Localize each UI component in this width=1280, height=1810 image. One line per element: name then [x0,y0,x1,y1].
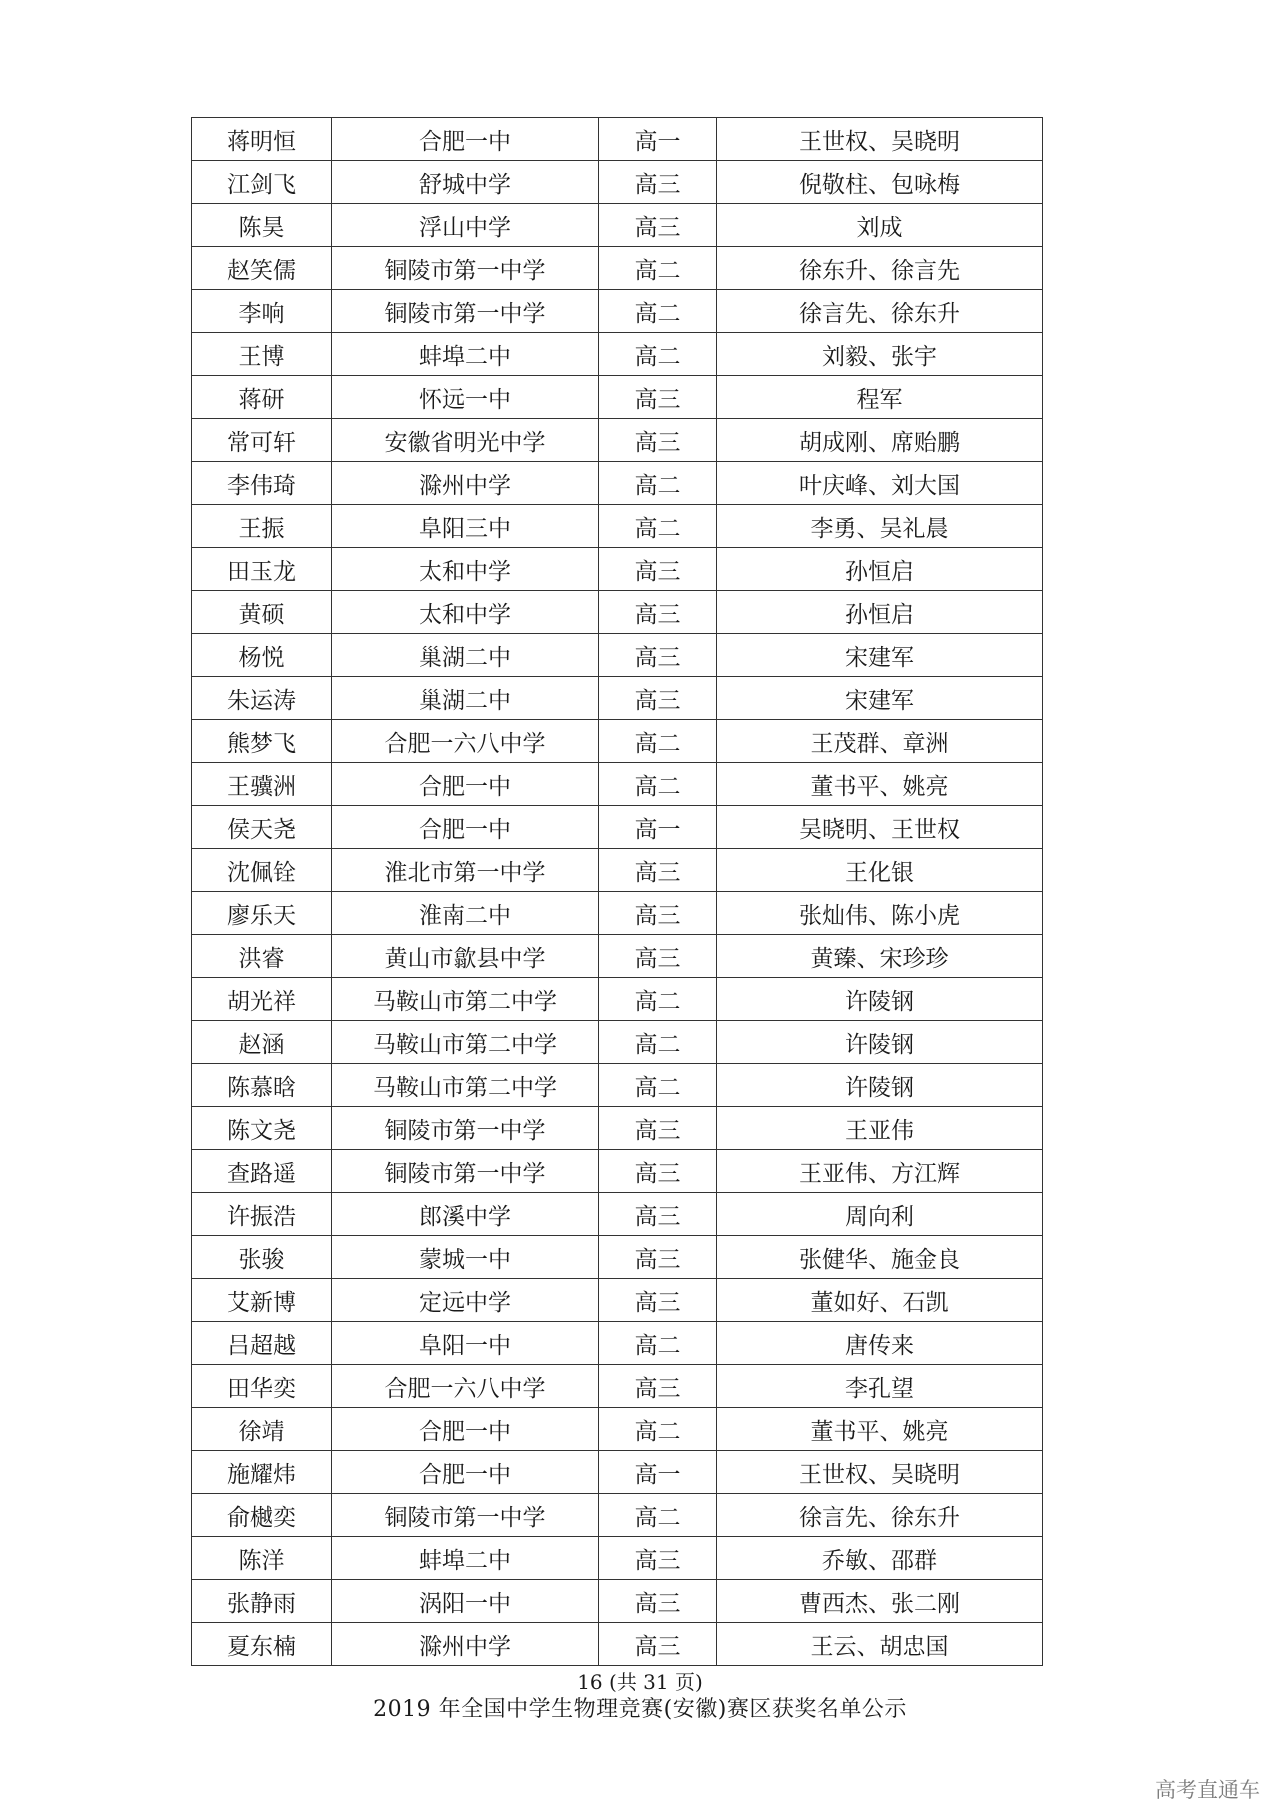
school-cell: 郎溪中学 [332,1193,599,1236]
grade-cell: 高三 [599,1365,717,1408]
grade-cell: 高三 [599,1537,717,1580]
award-list-body [192,118,1043,1666]
student-name-cell: 施耀炜 [192,1451,332,1494]
teacher-cell: 许陵钢 [717,978,1043,1021]
grade-cell: 高三 [599,419,717,462]
student-name-cell: 陈文尧 [192,1107,332,1150]
school-cell: 合肥一中 [332,1408,599,1451]
teacher-cell: 张健华、施金良 [717,1236,1043,1279]
grade-cell: 高二 [599,1064,717,1107]
student-name-cell: 胡光祥 [192,978,332,1021]
teacher-cell: 王世权、吴晓明 [717,118,1043,161]
student-name-cell: 王博 [192,333,332,376]
student-name-cell: 洪睿 [192,935,332,978]
school-cell: 合肥一六八中学 [332,720,599,763]
school-cell: 蒙城一中 [332,1236,599,1279]
student-name-cell: 蒋研 [192,376,332,419]
student-name-cell: 张静雨 [192,1580,332,1623]
table-row [192,806,1043,849]
table-row [192,118,1043,161]
student-name-cell: 许振浩 [192,1193,332,1236]
student-name-cell: 徐靖 [192,1408,332,1451]
student-name-cell: 夏东楠 [192,1623,332,1666]
table-row [192,720,1043,763]
teacher-cell: 李勇、吴礼晨 [717,505,1043,548]
school-cell: 蚌埠二中 [332,1537,599,1580]
school-cell: 合肥一中 [332,806,599,849]
grade-cell: 高三 [599,892,717,935]
school-cell: 淮南二中 [332,892,599,935]
school-cell: 涡阳一中 [332,1580,599,1623]
school-cell: 铜陵市第一中学 [332,1150,599,1193]
student-name-cell: 俞樾奕 [192,1494,332,1537]
teacher-cell: 吴晓明、王世权 [717,806,1043,849]
school-cell: 怀远一中 [332,376,599,419]
student-name-cell: 陈昊 [192,204,332,247]
table-row [192,1064,1043,1107]
table-row [192,419,1043,462]
student-name-cell: 艾新博 [192,1279,332,1322]
student-name-cell: 吕超越 [192,1322,332,1365]
teacher-cell: 唐传来 [717,1322,1043,1365]
student-name-cell: 侯天尧 [192,806,332,849]
student-name-cell: 陈慕晗 [192,1064,332,1107]
table-row [192,204,1043,247]
school-cell: 马鞍山市第二中学 [332,1064,599,1107]
table-row [192,1580,1043,1623]
teacher-cell: 程军 [717,376,1043,419]
school-cell: 滁州中学 [332,1623,599,1666]
grade-cell: 高二 [599,290,717,333]
teacher-cell: 曹西杰、张二刚 [717,1580,1043,1623]
table-row [192,1279,1043,1322]
school-cell: 黄山市歙县中学 [332,935,599,978]
teacher-cell: 许陵钢 [717,1064,1043,1107]
table-row [192,462,1043,505]
school-cell: 舒城中学 [332,161,599,204]
school-cell: 滁州中学 [332,462,599,505]
teacher-cell: 徐言先、徐东升 [717,290,1043,333]
student-name-cell: 赵笑儒 [192,247,332,290]
table-row [192,763,1043,806]
student-name-cell: 陈洋 [192,1537,332,1580]
teacher-cell: 董书平、姚亮 [717,1408,1043,1451]
teacher-cell: 叶庆峰、刘大国 [717,462,1043,505]
school-cell: 蚌埠二中 [332,333,599,376]
teacher-cell: 刘毅、张宇 [717,333,1043,376]
table-row [192,591,1043,634]
grade-cell: 高一 [599,1451,717,1494]
table-row [192,505,1043,548]
teacher-cell: 李孔望 [717,1365,1043,1408]
student-name-cell: 张骏 [192,1236,332,1279]
teacher-cell: 宋建军 [717,634,1043,677]
teacher-cell: 乔敏、邵群 [717,1537,1043,1580]
student-name-cell: 黄硕 [192,591,332,634]
school-cell: 铜陵市第一中学 [332,290,599,333]
grade-cell: 高二 [599,1021,717,1064]
grade-cell: 高三 [599,1580,717,1623]
table-row [192,1451,1043,1494]
grade-cell: 高二 [599,505,717,548]
student-name-cell: 田华奕 [192,1365,332,1408]
table-row [192,1150,1043,1193]
grade-cell: 高三 [599,1623,717,1666]
table-row [192,892,1043,935]
table-row [192,1537,1043,1580]
student-name-cell: 田玉龙 [192,548,332,591]
grade-cell: 高三 [599,935,717,978]
school-cell: 太和中学 [332,591,599,634]
teacher-cell: 倪敬柱、包咏梅 [717,161,1043,204]
school-cell: 浮山中学 [332,204,599,247]
table-row [192,247,1043,290]
grade-cell: 高三 [599,548,717,591]
student-name-cell: 王振 [192,505,332,548]
grade-cell: 高二 [599,1322,717,1365]
award-list-table [191,117,1043,1666]
student-name-cell: 沈佩铨 [192,849,332,892]
grade-cell: 高三 [599,1279,717,1322]
teacher-cell: 胡成刚、席贻鹏 [717,419,1043,462]
grade-cell: 高二 [599,1408,717,1451]
teacher-cell: 王亚伟 [717,1107,1043,1150]
grade-cell: 高一 [599,806,717,849]
grade-cell: 高一 [599,118,717,161]
student-name-cell: 熊梦飞 [192,720,332,763]
grade-cell: 高二 [599,462,717,505]
teacher-cell: 张灿伟、陈小虎 [717,892,1043,935]
watermark-text: 高考直通车 [1155,1778,1260,1802]
student-name-cell: 王骥洲 [192,763,332,806]
teacher-cell: 王化银 [717,849,1043,892]
grade-cell: 高三 [599,161,717,204]
grade-cell: 高三 [599,1236,717,1279]
table-row [192,1107,1043,1150]
grade-cell: 高三 [599,376,717,419]
table-row [192,978,1043,1021]
school-cell: 太和中学 [332,548,599,591]
school-cell: 合肥一六八中学 [332,1365,599,1408]
table-row [192,548,1043,591]
document-title: 2019 年全国中学生物理竞赛(安徽)赛区获奖名单公示 [373,1697,907,1722]
teacher-cell: 周向利 [717,1193,1043,1236]
table-row [192,1193,1043,1236]
table-row [192,849,1043,892]
school-cell: 合肥一中 [332,1451,599,1494]
school-cell: 定远中学 [332,1279,599,1322]
grade-cell: 高二 [599,978,717,1021]
grade-cell: 高三 [599,634,717,677]
table-row [192,376,1043,419]
student-name-cell: 常可轩 [192,419,332,462]
teacher-cell: 王茂群、章洲 [717,720,1043,763]
grade-cell: 高二 [599,720,717,763]
table-row [192,1236,1043,1279]
teacher-cell: 王世权、吴晓明 [717,1451,1043,1494]
teacher-cell: 徐东升、徐言先 [717,247,1043,290]
grade-cell: 高三 [599,1107,717,1150]
teacher-cell: 许陵钢 [717,1021,1043,1064]
school-cell: 马鞍山市第二中学 [332,1021,599,1064]
student-name-cell: 蒋明恒 [192,118,332,161]
page-number: 16 (共 31 页) [577,1670,703,1694]
school-cell: 合肥一中 [332,118,599,161]
grade-cell: 高三 [599,849,717,892]
table-row [192,290,1043,333]
table-row [192,1365,1043,1408]
student-name-cell: 李响 [192,290,332,333]
teacher-cell: 徐言先、徐东升 [717,1494,1043,1537]
teacher-cell: 董如好、石凯 [717,1279,1043,1322]
student-name-cell: 查路遥 [192,1150,332,1193]
teacher-cell: 孙恒启 [717,591,1043,634]
teacher-cell: 王云、胡忠国 [717,1623,1043,1666]
teacher-cell: 宋建军 [717,677,1043,720]
school-cell: 铜陵市第一中学 [332,1107,599,1150]
grade-cell: 高三 [599,1150,717,1193]
student-name-cell: 朱运涛 [192,677,332,720]
school-cell: 合肥一中 [332,763,599,806]
table-row [192,1494,1043,1537]
table-row [192,333,1043,376]
teacher-cell: 孙恒启 [717,548,1043,591]
table-row [192,1408,1043,1451]
student-name-cell: 江剑飞 [192,161,332,204]
grade-cell: 高三 [599,677,717,720]
student-name-cell: 李伟琦 [192,462,332,505]
school-cell: 淮北市第一中学 [332,849,599,892]
school-cell: 阜阳一中 [332,1322,599,1365]
school-cell: 马鞍山市第二中学 [332,978,599,1021]
teacher-cell: 董书平、姚亮 [717,763,1043,806]
grade-cell: 高三 [599,1193,717,1236]
school-cell: 铜陵市第一中学 [332,1494,599,1537]
table-row [192,1322,1043,1365]
teacher-cell: 黄臻、宋珍珍 [717,935,1043,978]
school-cell: 阜阳三中 [332,505,599,548]
school-cell: 巢湖二中 [332,634,599,677]
grade-cell: 高二 [599,333,717,376]
grade-cell: 高三 [599,591,717,634]
grade-cell: 高三 [599,204,717,247]
table-row [192,634,1043,677]
table-row [192,1623,1043,1666]
table-row [192,935,1043,978]
table-row [192,1021,1043,1064]
table-row [192,161,1043,204]
grade-cell: 高二 [599,1494,717,1537]
student-name-cell: 赵涵 [192,1021,332,1064]
school-cell: 巢湖二中 [332,677,599,720]
school-cell: 铜陵市第一中学 [332,247,599,290]
grade-cell: 高二 [599,247,717,290]
grade-cell: 高二 [599,763,717,806]
student-name-cell: 廖乐天 [192,892,332,935]
teacher-cell: 王亚伟、方江辉 [717,1150,1043,1193]
school-cell: 安徽省明光中学 [332,419,599,462]
table-row [192,677,1043,720]
student-name-cell: 杨悦 [192,634,332,677]
teacher-cell: 刘成 [717,204,1043,247]
